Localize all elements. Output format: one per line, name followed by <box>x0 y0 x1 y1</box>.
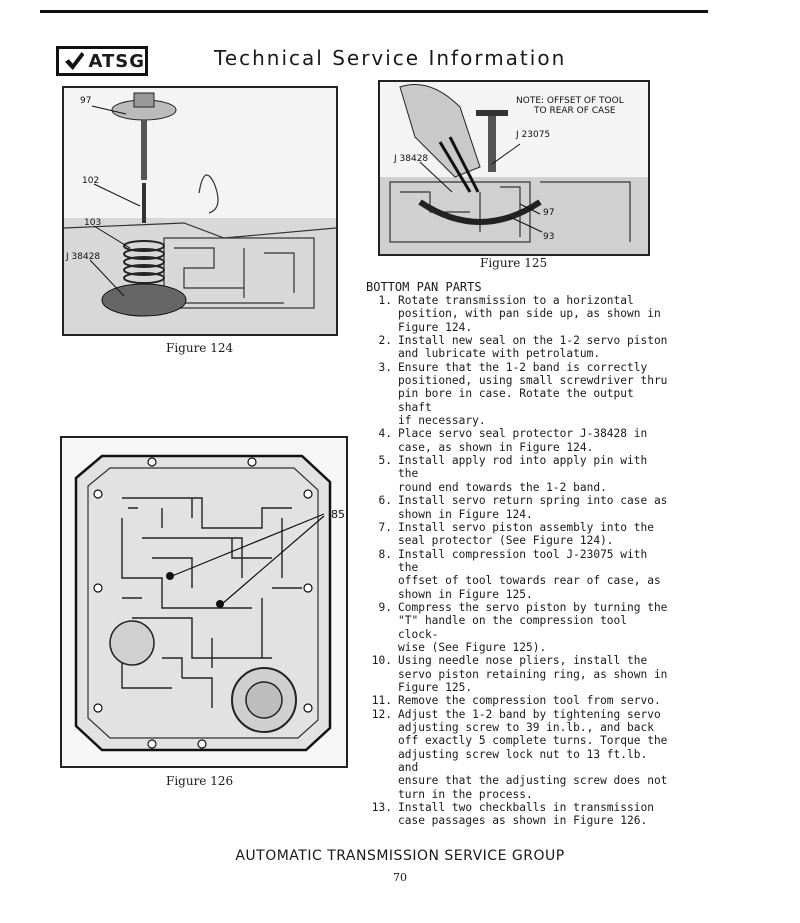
step-number: 1. <box>378 294 392 307</box>
figure-125-caption: Figure 125 <box>480 256 548 270</box>
list-item <box>364 334 670 361</box>
step-text: Install two checkballs in transmission case passages as shown in Figure 126. <box>398 801 654 828</box>
step-number: 9. <box>378 600 392 614</box>
figure-126-drawing <box>62 438 346 766</box>
list-item <box>364 361 670 428</box>
step-text: Remove the compression tool from servo. <box>398 694 661 708</box>
footer-org: AUTOMATIC TRANSMISSION SERVICE GROUP <box>235 848 565 864</box>
step-number: 3. <box>378 360 392 374</box>
figure-124-image <box>62 86 338 336</box>
fig124-label-97: 97 <box>80 96 92 106</box>
figure-124-caption: Figure 124 <box>166 341 234 355</box>
step-number: 10. <box>371 654 392 668</box>
figure-126-caption: Figure 126 <box>166 774 234 788</box>
atsg-logo <box>56 46 148 76</box>
section-title: BOTTOM PAN PARTS <box>366 280 482 294</box>
step-number: 2. <box>378 334 392 348</box>
step-number: 4. <box>378 427 392 441</box>
page-title: Technical Service Information <box>214 46 567 70</box>
step-number: 6. <box>378 494 392 508</box>
steps-list <box>364 294 670 828</box>
step-number: 5. <box>378 454 392 468</box>
step-number: 7. <box>378 520 392 534</box>
list-item <box>364 294 670 334</box>
step-text: Compress the servo piston by turning the "T" handle on the compression tool clock- wise (See Figure 125). <box>398 600 668 654</box>
step-text: Install apply rod into apply pin with the round end towards the 1-2 band. <box>398 454 648 494</box>
list-item <box>364 454 670 494</box>
fig125-note-line1: NOTE: OFFSET OF TOOL <box>516 96 624 106</box>
fig125-label-j38428: J 38428 <box>394 154 429 164</box>
step-text: Install new seal on the 1-2 servo piston and lubricate with petrolatum. <box>398 334 668 361</box>
fig125-label-j23075: J 23075 <box>516 130 551 140</box>
list-item <box>364 694 670 707</box>
fig125-label-97: 97 <box>543 208 555 218</box>
step-text: Adjust the 1-2 band by tightening servo adjusting screw to 39 in.lb., and back off exactly 5 complete turns. Torque the adjusting screw lock nut to 13 ft.lb. and ensure that the adjusting screw does not turn in the process. <box>398 707 668 801</box>
step-number: 8. <box>378 547 392 561</box>
step-text: Rotate transmission to a horizontal position, with pan side up, as shown in Figure 124. <box>398 294 661 334</box>
step-text: Install compression tool J-23075 with the offset of tool towards rear of case, as shown in Figure 125. <box>398 547 661 601</box>
figure-126-image <box>60 436 348 768</box>
logo-text: ATSG <box>88 50 145 72</box>
list-item <box>364 601 670 654</box>
list-item <box>364 708 670 801</box>
top-rule <box>40 10 708 13</box>
checkmark-icon <box>65 52 84 70</box>
step-number: 13. <box>371 801 392 815</box>
fig125-label-93: 93 <box>543 232 555 242</box>
list-item <box>364 801 670 828</box>
fig124-label-102: 102 <box>82 176 100 186</box>
step-text: Install servo piston assembly into the seal protector (See Figure 124). <box>398 520 654 548</box>
step-text: Ensure that the 1-2 band is correctly positioned, using small screwdriver thru pin bore in case. Rotate the output shaft if necessary. <box>398 360 668 428</box>
list-item <box>364 654 670 694</box>
list-item <box>364 521 670 548</box>
fig126-label-85: 85 <box>331 508 345 521</box>
step-text: Place servo seal protector J-38428 in case, as shown in Figure 124. <box>398 427 648 454</box>
step-number: 12. <box>371 707 392 721</box>
step-number: 11. <box>371 694 392 708</box>
list-item <box>364 548 670 601</box>
page-number: 70 <box>393 871 407 884</box>
figure-124-drawing <box>64 88 336 334</box>
list-item <box>364 427 670 454</box>
fig124-label-103: 103 <box>84 218 102 228</box>
fig124-label-tool: J 38428 <box>66 252 101 262</box>
step-text: Using needle nose pliers, install the servo piston retaining ring, as shown in Figure 125. <box>398 654 668 694</box>
step-text: Install servo return spring into case as shown in Figure 124. <box>398 494 668 521</box>
list-item <box>364 494 670 521</box>
fig125-note-line2: TO REAR OF CASE <box>534 106 616 116</box>
